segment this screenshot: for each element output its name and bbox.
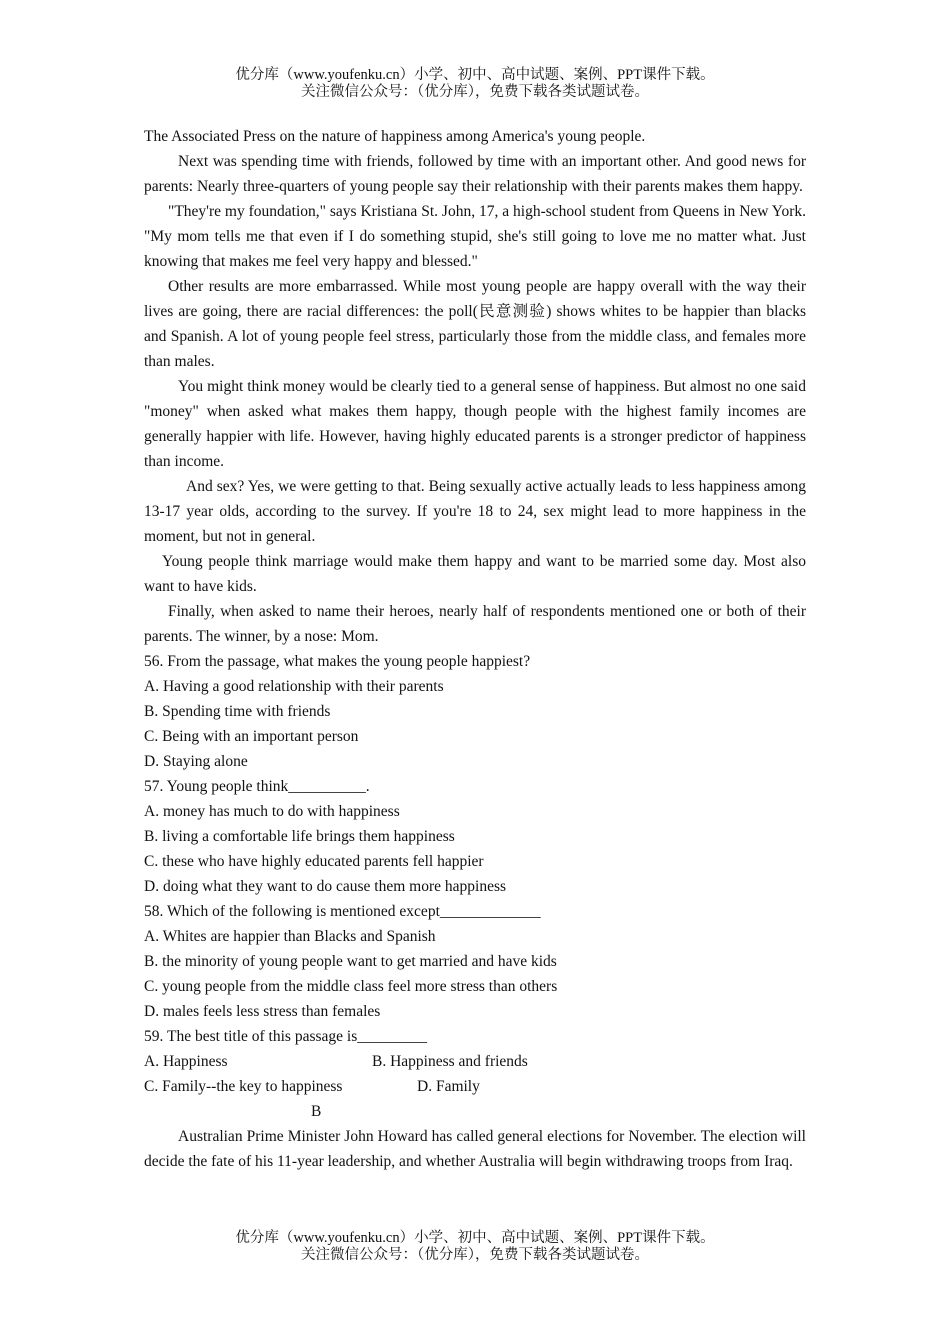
answer-option: C. young people from the middle class feel more stress than others [144, 978, 558, 995]
answer-option: B. Spending time with friends [144, 703, 331, 720]
question-stem: 58. Which of the following is mentioned except_____________ [144, 903, 541, 920]
passage-paragraph: Young people think marriage would make them happy and want to be married some day. Most also want to have kids. [144, 553, 806, 595]
answer-option: D. Family [417, 1078, 480, 1095]
header-line-2: 关注微信公众号：（优分库），免费下载各类试题试卷。 [301, 84, 649, 100]
answer-option: A. Having a good relationship with their parents [144, 678, 444, 695]
answer-option: D. Staying alone [144, 753, 248, 770]
section-heading: B [311, 1103, 322, 1120]
answer-option: D. males feels less stress than females [144, 1003, 381, 1020]
passage-paragraph: Next was spending time with friends, followed by time with an important other. And good news for parents: Nearly three-quarters of young people say their relationship with their parents makes them happy. [144, 153, 806, 195]
question-stem: 59. The best title of this passage is_________ [144, 1028, 427, 1045]
answer-option-row [144, 1074, 806, 1099]
passage-paragraph: Australian Prime Minister John Howard has called general elections for November. The election will decide the fate of his 11-year leadership, and whether Australia will begin withdrawing troops from Iraq. [144, 1128, 806, 1170]
question-stem: 57. Young people think__________. [144, 778, 370, 795]
question-stem: 56. From the passage, what makes the young people happiest? [144, 653, 531, 670]
page-footer [0, 1230, 950, 1264]
answer-option: B. Happiness and friends [372, 1053, 528, 1070]
footer-line-2: 关注微信公众号：（优分库），免费下载各类试题试卷。 [301, 1247, 649, 1263]
answer-option: B. the minority of young people want to get married and have kids [144, 953, 557, 970]
question-58 [144, 899, 806, 1024]
answer-option: B. living a comfortable life brings them happiness [144, 828, 455, 845]
answer-option-row [144, 1049, 806, 1074]
passage-paragraph: Finally, when asked to name their heroes, nearly half of respondents mentioned one or both of their parents. The winner, by a nose: Mom. [144, 603, 806, 645]
answer-option: A. money has much to do with happiness [144, 803, 400, 820]
passage-paragraph: And sex? Yes, we were getting to that. Being sexually active actually leads to less happiness among 13-17 year olds, according to the survey. If you're 18 to 24, sex might lead to more happiness in the moment, but not in general. [144, 478, 806, 545]
passage-paragraph: You might think money would be clearly tied to a general sense of happiness. But almost no one said "money" when asked what makes them happy, though people with the highest family incomes are generally happier with life. However, having highly educated parents is a stronger predictor of happiness than income. [144, 378, 806, 470]
answer-option: A. Happiness [144, 1053, 228, 1070]
document-body [144, 124, 806, 1174]
header-line-1: 优分库（www.youfenku.cn）小学、初中、高中试题、案例、PPT课件下载。 [235, 67, 715, 83]
question-59 [144, 1024, 806, 1099]
question-56 [144, 649, 806, 774]
answer-option: C. these who have highly educated parents fell happier [144, 853, 484, 870]
answer-option: C. Family--the key to happiness [144, 1078, 343, 1095]
question-57 [144, 774, 806, 899]
footer-line-1: 优分库（www.youfenku.cn）小学、初中、高中试题、案例、PPT课件下载。 [235, 1230, 715, 1246]
passage-paragraph: "They're my foundation," says Kristiana St. John, 17, a high-school student from Queens in New York. "My mom tells me that even if I do something stupid, she's still going to love me no matter what. Just knowing that makes me feel very happy and blessed." [144, 203, 806, 270]
page-header [0, 67, 950, 101]
passage-paragraph: Other results are more embarrassed. While most young people are happy overall with the way their lives are going, there are racial differences: the poll(民意测验) shows whites to be happier than blacks and Spanish. A lot of young people feel stress, particularly those from the middle class, and females more than males. [144, 278, 806, 370]
passage-paragraph: The Associated Press on the nature of happiness among America's young people. [144, 128, 646, 145]
answer-option: D. doing what they want to do cause them more happiness [144, 878, 507, 895]
answer-option: A. Whites are happier than Blacks and Spanish [144, 928, 436, 945]
answer-option: C. Being with an important person [144, 728, 359, 745]
